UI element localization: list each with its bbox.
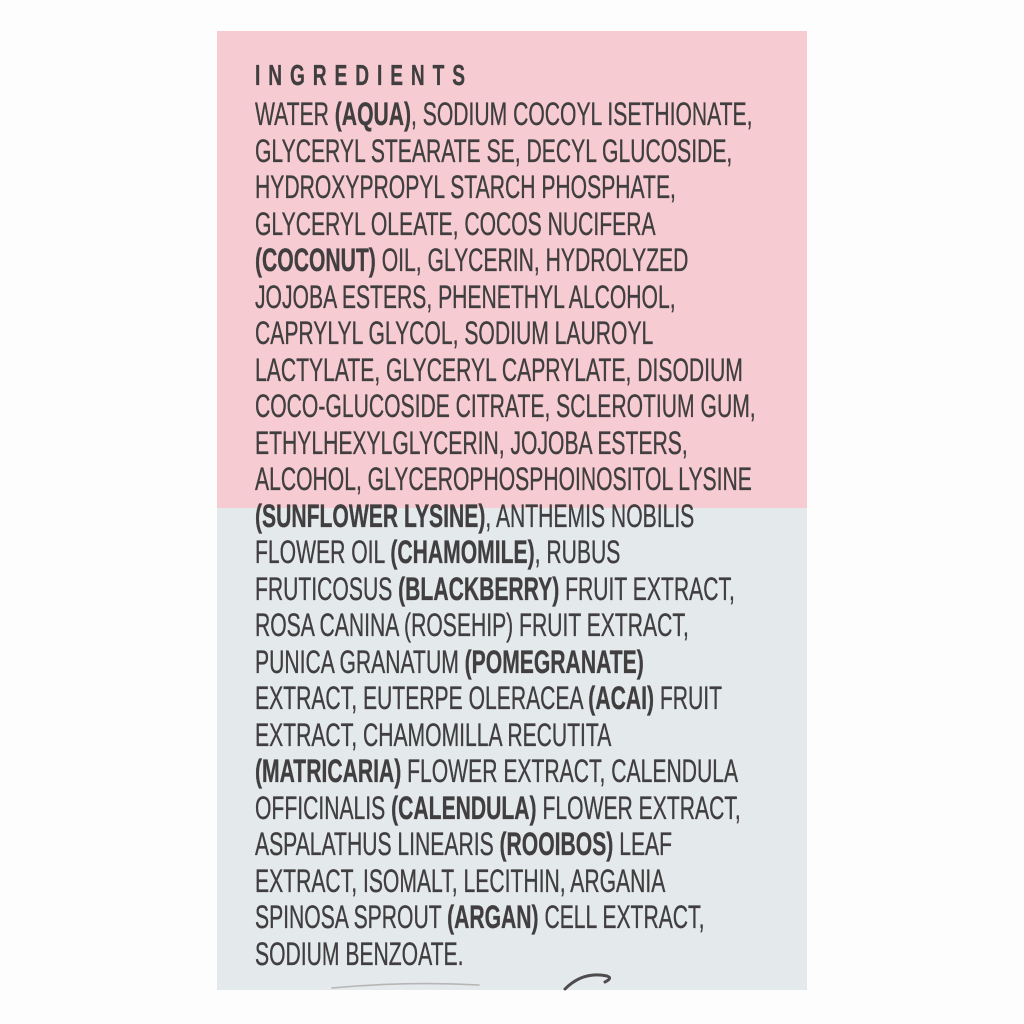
ingredient-line: JOJOBA ESTERS, PHENETHYL ALCOHOL, xyxy=(255,278,676,315)
ingredient-line: PUNICA GRANATUM (POMEGRANATE) xyxy=(255,643,644,680)
ingredient-line: EXTRACT, EUTERPE OLERACEA (ACAI) FRUIT xyxy=(255,680,723,716)
ingredient-line: SPINOSA SPROUT (ARGAN) CELL EXTRACT, xyxy=(255,899,705,935)
ingredient-line: ASPALATHUS LINEARIS (ROOIBOS) LEAF xyxy=(255,826,673,862)
ingredient-line: FLOWER OIL (CHAMOMILE), RUBUS xyxy=(255,534,621,570)
ingredient-line: SODIUM BENZOATE. xyxy=(255,935,464,972)
ingredient-line: ROSA CANINA (ROSEHIP) FRUIT EXTRACT, xyxy=(255,607,689,643)
ingredient-line: OFFICINALIS (CALENDULA) FLOWER EXTRACT, xyxy=(255,789,741,826)
ingredient-line: (COCONUT) OIL, GLYCERIN, HYDROLYZED xyxy=(255,242,689,278)
ingredient-line: EXTRACT, ISOMALT, LECITHIN, ARGANIA xyxy=(255,862,666,899)
ingredients-text-block xyxy=(255,56,795,972)
ingredient-line: (MATRICARIA) FLOWER EXTRACT, CALENDULA xyxy=(255,753,739,789)
ingredients-heading: INGREDIENTS xyxy=(255,60,473,92)
ingredient-line: FRUTICOSUS (BLACKBERRY) FRUIT EXTRACT, xyxy=(255,570,735,607)
ingredients-list xyxy=(255,96,795,972)
ingredient-line: GLYCERYL OLEATE, COCOS NUCIFERA xyxy=(255,205,656,242)
ingredient-line: ETHYLHEXYLGLYCERIN, JOJOBA ESTERS, xyxy=(255,424,688,461)
ingredient-line: EXTRACT, CHAMOMILLA RECUTITA xyxy=(255,716,612,753)
handwritten-squiggle-mark xyxy=(317,969,617,990)
ingredient-line: (SUNFLOWER LYSINE), ANTHEMIS NOBILIS xyxy=(255,497,695,534)
ingredient-line: WATER (AQUA), SODIUM COCOYL ISETHIONATE, xyxy=(255,96,753,132)
ingredient-line: HYDROXYPROPYL STARCH PHOSPHATE, xyxy=(255,169,676,205)
ingredient-line: ALCOHOL, GLYCEROPHOSPHOINOSITOL LYSINE xyxy=(255,461,752,497)
ingredient-line: GLYCERYL STEARATE SE, DECYL GLUCOSIDE, xyxy=(255,132,733,169)
ingredient-line: COCO-GLUCOSIDE CITRATE, SCLEROTIUM GUM, xyxy=(255,388,756,424)
ingredient-line: CAPRYLYL GLYCOL, SODIUM LAUROYL xyxy=(255,315,654,351)
ingredient-line: LACTYLATE, GLYCERYL CAPRYLATE, DISODIUM xyxy=(255,351,743,388)
ingredients-label-panel xyxy=(217,31,807,990)
